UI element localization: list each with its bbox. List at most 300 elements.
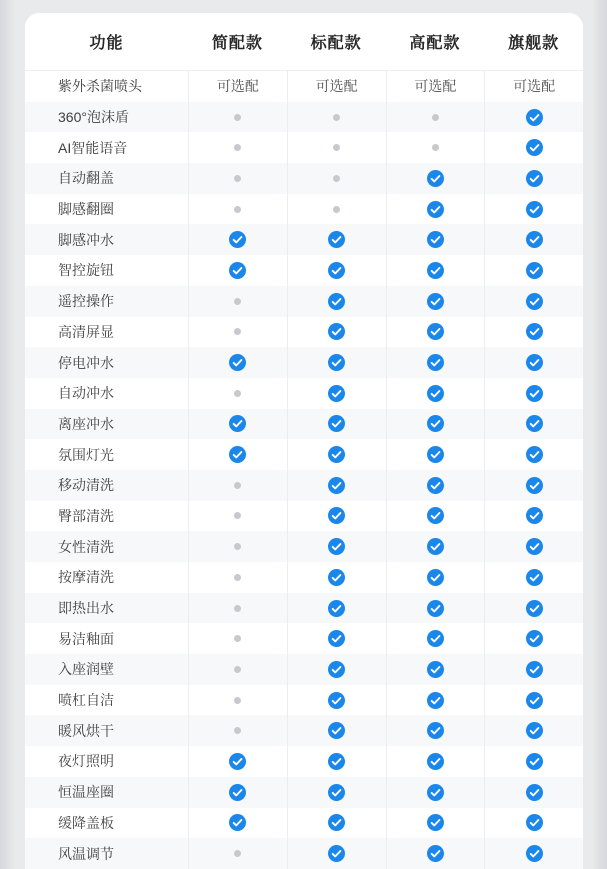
check-icon-wrap <box>526 354 543 371</box>
check-icon-wrap <box>427 323 444 340</box>
value-cell-basic <box>188 224 287 255</box>
value-cell-basic <box>188 623 287 654</box>
check-icon <box>427 630 444 647</box>
dot-icon <box>234 114 241 121</box>
check-icon <box>328 293 345 310</box>
value-cell-flagship <box>484 715 583 746</box>
check-icon <box>328 538 345 555</box>
dot-icon <box>234 390 241 397</box>
value-cell-standard <box>287 685 386 716</box>
feature-label: 暖风烘干 <box>58 722 114 739</box>
table-row <box>25 685 583 716</box>
value-cell-standard <box>287 808 386 839</box>
value-cell-basic <box>188 132 287 163</box>
dot-icon <box>234 697 241 704</box>
check-icon <box>526 477 543 494</box>
value-cell-premium <box>386 347 485 378</box>
table-row <box>25 623 583 654</box>
value-cell-standard <box>287 378 386 409</box>
check-icon <box>328 753 345 770</box>
dot-icon <box>333 206 340 213</box>
check-icon-wrap <box>427 415 444 432</box>
value-cell-flagship <box>484 838 583 869</box>
value-cell-flagship <box>484 685 583 716</box>
check-icon-wrap <box>328 385 345 402</box>
table-row <box>25 409 583 440</box>
value-cell-premium <box>386 317 485 348</box>
check-icon-wrap <box>427 600 444 617</box>
value-cell-basic <box>188 501 287 532</box>
feature-label: 风温调节 <box>58 845 114 862</box>
value-cell-premium <box>386 255 485 286</box>
dot-icon <box>234 850 241 857</box>
check-icon <box>427 170 444 187</box>
value-cell-premium <box>386 685 485 716</box>
value-cell-premium <box>386 378 485 409</box>
value-cell-basic <box>188 531 287 562</box>
check-icon <box>328 814 345 831</box>
check-icon <box>427 415 444 432</box>
value-cell-basic <box>188 286 287 317</box>
table-row <box>25 593 583 624</box>
table-row <box>25 838 583 869</box>
value-cell-premium <box>386 163 485 194</box>
value-cell-standard <box>287 715 386 746</box>
feature-label: 高清屏显 <box>58 323 114 340</box>
check-icon <box>427 814 444 831</box>
value-cell-basic <box>188 808 287 839</box>
check-icon <box>526 170 543 187</box>
check-icon-wrap <box>526 630 543 647</box>
check-icon-wrap <box>328 354 345 371</box>
check-icon-wrap <box>427 507 444 524</box>
feature-label: 自动冲水 <box>58 385 114 402</box>
check-icon-wrap <box>526 753 543 770</box>
check-icon-wrap <box>328 814 345 831</box>
value-cell-standard <box>287 224 386 255</box>
feature-comparison-table <box>25 13 583 869</box>
header-col-standard: 标配款 <box>310 35 362 52</box>
header-col-basic: 简配款 <box>211 35 263 52</box>
dot-icon <box>234 574 241 581</box>
check-icon <box>229 753 246 770</box>
check-icon <box>526 446 543 463</box>
check-icon <box>526 600 543 617</box>
value-cell-flagship: 可选配 <box>484 71 583 102</box>
check-icon <box>328 477 345 494</box>
check-icon <box>229 784 246 801</box>
value-cell-flagship <box>484 163 583 194</box>
value-cell-flagship <box>484 623 583 654</box>
check-icon <box>526 323 543 340</box>
value-cell-basic <box>188 746 287 777</box>
table-row <box>25 132 583 163</box>
check-icon <box>526 538 543 555</box>
check-icon-wrap <box>427 293 444 310</box>
value-cell-premium <box>386 102 485 133</box>
check-icon <box>427 722 444 739</box>
value-cell-standard <box>287 317 386 348</box>
value-cell-premium <box>386 593 485 624</box>
check-icon <box>427 784 444 801</box>
feature-label: 缓降盖板 <box>58 814 114 831</box>
check-icon <box>229 446 246 463</box>
check-icon-wrap <box>427 385 444 402</box>
check-icon-wrap <box>526 845 543 862</box>
check-icon-wrap <box>328 722 345 739</box>
check-icon <box>427 538 444 555</box>
dot-icon <box>234 175 241 182</box>
feature-label: 臀部清洗 <box>58 507 114 524</box>
feature-label: 脚感冲水 <box>58 231 114 248</box>
value-cell-flagship <box>484 347 583 378</box>
check-icon-wrap <box>328 784 345 801</box>
dot-icon <box>432 114 439 121</box>
check-icon <box>427 845 444 862</box>
value-cell-standard <box>287 777 386 808</box>
check-icon-wrap <box>328 323 345 340</box>
check-icon-wrap <box>427 814 444 831</box>
check-icon-wrap <box>328 600 345 617</box>
check-icon-wrap <box>526 569 543 586</box>
check-icon-wrap <box>526 722 543 739</box>
feature-label: 即热出水 <box>58 600 114 617</box>
check-icon <box>526 569 543 586</box>
dot-icon <box>432 144 439 151</box>
value-cell-basic <box>188 439 287 470</box>
check-icon <box>526 293 543 310</box>
value-cell-standard <box>287 439 386 470</box>
check-icon-wrap <box>427 354 444 371</box>
value-cell-premium <box>386 808 485 839</box>
feature-label: 遥控操作 <box>58 293 114 310</box>
value-cell-standard <box>287 838 386 869</box>
check-icon <box>427 385 444 402</box>
dot-icon <box>234 512 241 519</box>
value-cell-basic <box>188 409 287 440</box>
value-cell-basic <box>188 163 287 194</box>
check-icon-wrap <box>427 231 444 248</box>
check-icon-wrap <box>526 385 543 402</box>
value-cell-flagship <box>484 132 583 163</box>
check-icon <box>427 354 444 371</box>
check-icon-wrap <box>328 507 345 524</box>
table-row <box>25 654 583 685</box>
check-icon-wrap <box>427 477 444 494</box>
check-icon <box>526 139 543 156</box>
value-cell-premium: 可选配 <box>386 71 485 102</box>
dot-icon <box>234 206 241 213</box>
check-icon <box>526 415 543 432</box>
check-icon <box>526 201 543 218</box>
value-cell-premium <box>386 194 485 225</box>
check-icon <box>526 692 543 709</box>
check-icon-wrap <box>328 293 345 310</box>
check-icon-wrap <box>427 170 444 187</box>
value-cell-basic <box>188 777 287 808</box>
check-icon-wrap <box>526 170 543 187</box>
check-icon-wrap <box>427 446 444 463</box>
feature-label: 按摩清洗 <box>58 569 114 586</box>
value-cell-flagship <box>484 777 583 808</box>
value-cell-flagship <box>484 102 583 133</box>
dot-icon <box>234 727 241 734</box>
feature-label: AI智能语音 <box>58 139 128 156</box>
value-cell-basic <box>188 317 287 348</box>
check-icon <box>328 600 345 617</box>
check-icon <box>427 507 444 524</box>
check-icon-wrap <box>427 630 444 647</box>
value-cell-premium <box>386 470 485 501</box>
table-row <box>25 439 583 470</box>
check-icon <box>526 814 543 831</box>
check-icon-wrap <box>328 262 345 279</box>
check-icon <box>328 262 345 279</box>
table-row <box>25 501 583 532</box>
check-icon-wrap <box>427 692 444 709</box>
check-icon <box>526 630 543 647</box>
table-row <box>25 562 583 593</box>
value-cell-standard <box>287 163 386 194</box>
value-cell-basic <box>188 562 287 593</box>
dot-icon <box>234 482 241 489</box>
check-icon-wrap <box>427 784 444 801</box>
value-cell-standard <box>287 470 386 501</box>
check-icon-wrap <box>229 753 246 770</box>
value-cell-basic <box>188 255 287 286</box>
check-icon <box>526 753 543 770</box>
value-cell-flagship <box>484 224 583 255</box>
check-icon-wrap <box>526 692 543 709</box>
check-icon <box>427 477 444 494</box>
value-cell-premium <box>386 715 485 746</box>
value-cell-basic <box>188 102 287 133</box>
value-cell-flagship <box>484 501 583 532</box>
check-icon <box>526 109 543 126</box>
feature-label: 恒温座圈 <box>58 784 114 801</box>
dot-icon <box>234 328 241 335</box>
check-icon <box>229 814 246 831</box>
value-cell-standard <box>287 409 386 440</box>
check-icon-wrap <box>328 845 345 862</box>
check-icon-wrap <box>427 538 444 555</box>
check-icon <box>427 692 444 709</box>
check-icon <box>229 262 246 279</box>
dot-icon <box>234 605 241 612</box>
table-body <box>25 71 583 869</box>
check-icon <box>427 446 444 463</box>
feature-label: 离座冲水 <box>58 415 114 432</box>
value-cell-flagship <box>484 593 583 624</box>
table-row <box>25 71 583 102</box>
check-icon-wrap <box>427 262 444 279</box>
dot-icon <box>234 635 241 642</box>
check-icon-wrap <box>229 354 246 371</box>
value-cell-standard <box>287 562 386 593</box>
check-icon-wrap <box>427 845 444 862</box>
check-icon-wrap <box>526 109 543 126</box>
check-icon <box>526 231 543 248</box>
table-row <box>25 163 583 194</box>
check-icon <box>427 661 444 678</box>
table-row <box>25 715 583 746</box>
check-icon <box>427 262 444 279</box>
value-cell-standard <box>287 347 386 378</box>
value-cell-premium <box>386 623 485 654</box>
value-cell-basic <box>188 838 287 869</box>
table-row <box>25 102 583 133</box>
check-icon-wrap <box>328 231 345 248</box>
check-icon-wrap <box>526 784 543 801</box>
check-icon-wrap <box>526 323 543 340</box>
feature-label: 脚感翻圈 <box>58 201 114 218</box>
check-icon-wrap <box>328 446 345 463</box>
check-icon <box>328 661 345 678</box>
check-icon-wrap <box>229 415 246 432</box>
value-cell-premium <box>386 531 485 562</box>
check-icon <box>328 385 345 402</box>
dot-icon <box>333 175 340 182</box>
value-cell-flagship <box>484 255 583 286</box>
value-cell-basic <box>188 685 287 716</box>
feature-label: 入座润壁 <box>58 661 114 678</box>
table-row <box>25 531 583 562</box>
check-icon-wrap <box>526 262 543 279</box>
value-cell-standard <box>287 593 386 624</box>
value-cell-standard <box>287 255 386 286</box>
check-icon <box>526 722 543 739</box>
check-icon <box>328 845 345 862</box>
value-cell-standard <box>287 623 386 654</box>
check-icon <box>328 692 345 709</box>
value-cell-flagship <box>484 531 583 562</box>
table-row <box>25 808 583 839</box>
value-cell-premium <box>386 777 485 808</box>
value-cell-basic <box>188 194 287 225</box>
check-icon <box>526 661 543 678</box>
feature-label: 紫外杀菌喷头 <box>58 78 142 95</box>
header-col-feature: 功能 <box>89 35 124 52</box>
value-cell-flagship <box>484 378 583 409</box>
table-row <box>25 224 583 255</box>
value-cell-standard <box>287 102 386 133</box>
check-icon <box>526 507 543 524</box>
dot-icon <box>234 144 241 151</box>
check-icon-wrap <box>328 415 345 432</box>
table-row <box>25 777 583 808</box>
feature-label: 女性清洗 <box>58 538 114 555</box>
table-row <box>25 317 583 348</box>
value-cell-flagship <box>484 194 583 225</box>
value-cell-premium <box>386 409 485 440</box>
value-cell-premium <box>386 654 485 685</box>
check-icon <box>229 415 246 432</box>
header-col-premium: 高配款 <box>409 35 461 52</box>
value-cell-premium <box>386 439 485 470</box>
value-cell-premium <box>386 838 485 869</box>
check-icon-wrap <box>229 262 246 279</box>
dot-icon <box>234 666 241 673</box>
check-icon <box>328 784 345 801</box>
value-cell-standard <box>287 194 386 225</box>
check-icon <box>526 784 543 801</box>
table-row <box>25 378 583 409</box>
value-cell-premium <box>386 501 485 532</box>
check-icon-wrap <box>526 538 543 555</box>
check-icon-wrap <box>526 477 543 494</box>
feature-label: 喷杠自洁 <box>58 692 114 709</box>
value-cell-standard <box>287 132 386 163</box>
check-icon-wrap <box>229 814 246 831</box>
check-icon-wrap <box>229 784 246 801</box>
check-icon <box>328 507 345 524</box>
check-icon-wrap <box>427 661 444 678</box>
check-icon-wrap <box>427 753 444 770</box>
value-cell-premium <box>386 132 485 163</box>
value-cell-premium <box>386 286 485 317</box>
value-cell-basic <box>188 654 287 685</box>
value-cell-flagship <box>484 286 583 317</box>
dot-icon <box>333 114 340 121</box>
check-icon <box>328 323 345 340</box>
value-cell-standard: 可选配 <box>287 71 386 102</box>
value-cell-flagship <box>484 746 583 777</box>
check-icon-wrap <box>526 507 543 524</box>
feature-label: 夜灯照明 <box>58 753 114 770</box>
check-icon-wrap <box>526 814 543 831</box>
check-icon <box>427 569 444 586</box>
check-icon-wrap <box>526 293 543 310</box>
value-cell-standard <box>287 746 386 777</box>
check-icon-wrap <box>229 231 246 248</box>
value-cell-basic: 可选配 <box>188 71 287 102</box>
value-cell-flagship <box>484 808 583 839</box>
value-cell-basic <box>188 715 287 746</box>
dot-icon <box>234 298 241 305</box>
feature-label: 氛围灯光 <box>58 446 114 463</box>
value-cell-standard <box>287 531 386 562</box>
check-icon-wrap <box>526 139 543 156</box>
check-icon-wrap <box>328 569 345 586</box>
check-icon-wrap <box>427 569 444 586</box>
table-row <box>25 347 583 378</box>
value-cell-flagship <box>484 470 583 501</box>
feature-label: 移动清洗 <box>58 477 114 494</box>
check-icon-wrap <box>328 753 345 770</box>
check-icon-wrap <box>427 722 444 739</box>
check-icon <box>526 845 543 862</box>
check-icon <box>328 569 345 586</box>
check-icon-wrap <box>328 661 345 678</box>
check-icon-wrap <box>229 446 246 463</box>
table-row <box>25 746 583 777</box>
check-icon <box>328 446 345 463</box>
value-cell-flagship <box>484 654 583 685</box>
table-row <box>25 286 583 317</box>
value-cell-basic <box>188 347 287 378</box>
check-icon <box>427 231 444 248</box>
value-cell-premium <box>386 746 485 777</box>
check-icon-wrap <box>427 201 444 218</box>
check-icon <box>427 600 444 617</box>
check-icon <box>526 354 543 371</box>
check-icon-wrap <box>526 661 543 678</box>
table-row <box>25 255 583 286</box>
header-col-flagship: 旗舰款 <box>508 35 560 52</box>
check-icon-wrap <box>526 415 543 432</box>
table-row <box>25 194 583 225</box>
check-icon <box>229 231 246 248</box>
